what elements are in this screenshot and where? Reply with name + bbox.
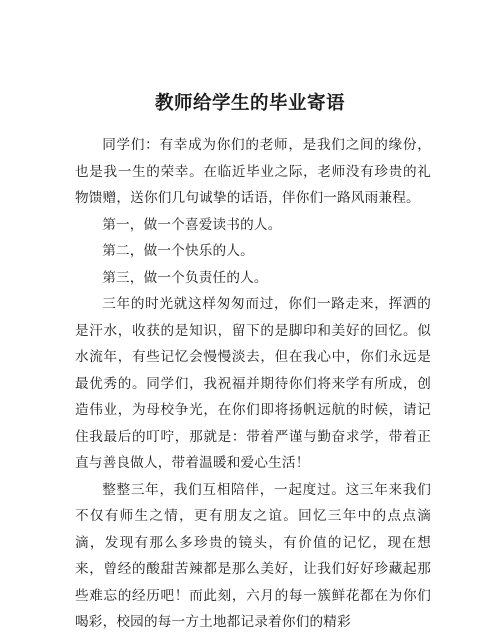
paragraph-accompany: 整整三年，我们互相陪伴，一起度过。这三年来我们不仅有师生之情，更有朋友之谊。回忆三年中的点点滴滴，发现有那么多珍贵的镜头，有价值的记忆，现在想来，曾经的酸甜苦辣都是那么美好，让我们好好珍藏起那些难忘的经历吧！而此刻，六月的每一簇鲜花都在为你们喝彩，校园的每一方土地都记录着你们的精彩	[75, 481, 431, 630]
paragraph-three-years: 三年的时光就这样匆匆而过，你们一路走来，挥洒的是汗水，收获的是知识，留下的是脚印和美好的回忆。似水流年，有些记忆会慢慢淡去，但在我心中，你们永远是最优秀的。同学们，我祝福并期待你们将来学有所成，创造伟业，为母校争光，在你们即将扬帆远航的时候，请记住我最后的叮咛，那就是：带着严谨与勤奋求学，带着正直与善良做人，带着温暖和爱心生活！	[75, 296, 431, 471]
paragraph-point-2: 第二，做一个快乐的人。	[102, 243, 254, 259]
document-title: 教师给学生的毕业寄语	[154, 93, 345, 114]
paragraph-point-3: 第三，做一个负责任的人。	[102, 269, 268, 286]
document-body	[75, 132, 431, 636]
paragraph-point-1: 第一，做一个喜爱读书的人。	[102, 216, 282, 233]
paragraph-greeting: 同学们：有幸成为你们的老师，是我们之间的缘份，也是我一生的荣幸。在临近毕业之际，老师没有珍贵的礼物馈赠，送你们几句诚挚的话语，伴你们一路风雨兼程。	[75, 137, 431, 206]
